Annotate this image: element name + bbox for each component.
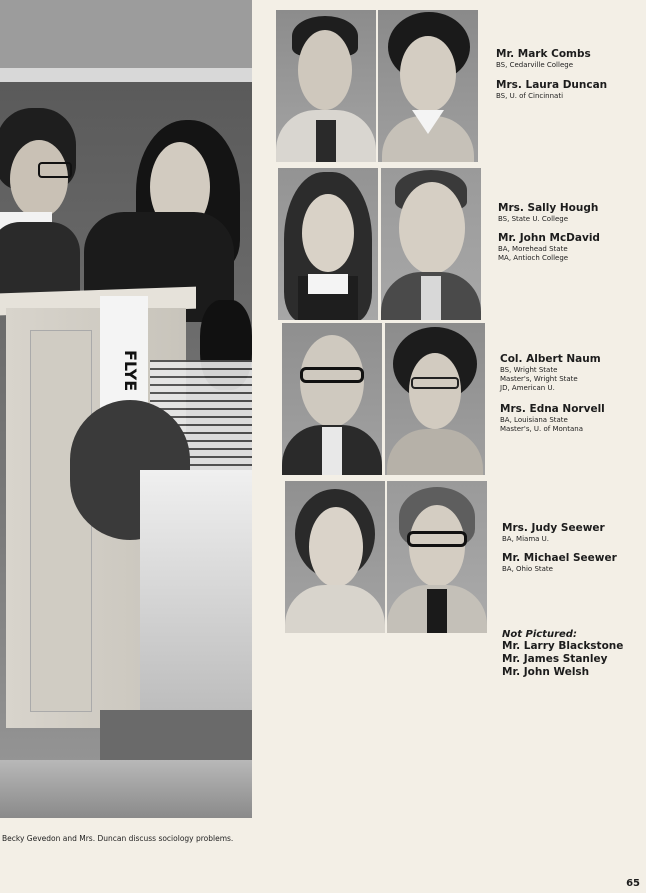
staff-degree: BS, State U. College xyxy=(498,215,569,223)
floor xyxy=(0,760,252,818)
portrait-edna-norvell xyxy=(385,323,485,475)
staff-degree: BS, Wright State xyxy=(500,366,558,374)
classroom-photo xyxy=(0,0,252,818)
staff-name: Mrs. Sally Hough xyxy=(498,202,599,214)
lectern-panel xyxy=(30,330,92,712)
staff-degree: BA, Miama U. xyxy=(502,535,549,543)
staff-entry-sally-hough xyxy=(498,202,598,224)
staff-entry-john-mcdavid xyxy=(498,232,600,263)
photo-caption: Becky Gevedon and Mrs. Duncan discuss sociology problems. xyxy=(2,834,234,843)
staff-entry-albert-naum xyxy=(500,353,601,393)
pennant-text: FLYE xyxy=(121,350,140,392)
staff-name: Mr. Michael Seewer xyxy=(502,552,617,564)
staff-name: Mrs. Edna Norvell xyxy=(500,403,605,415)
not-pictured-name: Mr. John Welsh xyxy=(502,666,590,678)
staff-entry-laura-duncan xyxy=(496,79,607,101)
portrait-mark-combs xyxy=(276,10,376,162)
portrait-michael-seewer xyxy=(387,481,487,633)
portrait-judy-seewer xyxy=(285,481,385,633)
staff-name: Col. Albert Naum xyxy=(500,353,601,365)
staff-entry-edna-norvell xyxy=(500,403,605,434)
teacher-glasses xyxy=(38,162,72,178)
staff-name: Mrs. Judy Seewer xyxy=(502,522,605,534)
staff-entry-judy-seewer xyxy=(502,522,605,544)
staff-degree: JD, American U. xyxy=(500,384,555,392)
staff-degree: Master's, Wright State xyxy=(500,375,578,383)
staff-name: Mrs. Laura Duncan xyxy=(496,79,608,91)
not-pictured-name: Mr. Larry Blackstone xyxy=(502,640,624,652)
page-number: 65 xyxy=(626,878,640,889)
staff-name: Mr. Mark Combs xyxy=(496,48,591,60)
not-pictured-heading: Not Pictured: xyxy=(502,629,577,640)
teacher-face xyxy=(10,140,68,218)
staff-degree: BA, Ohio State xyxy=(502,565,553,573)
not-pictured-name: Mr. James Stanley xyxy=(502,653,608,665)
staff-name: Mr. John McDavid xyxy=(498,232,600,244)
staff-degree: BA, Louisiana State xyxy=(500,416,568,424)
portrait-sally-hough xyxy=(278,168,378,320)
staff-degree: Master's, U. of Montana xyxy=(500,425,583,433)
staff-entry-michael-seewer xyxy=(502,552,617,574)
staff-degree: BA, Morehead State xyxy=(498,245,568,253)
staff-degree: MA, Antioch College xyxy=(498,254,569,262)
foreground-body xyxy=(140,470,252,710)
portrait-john-mcdavid xyxy=(381,168,481,320)
chalkboard-ledge xyxy=(0,68,252,82)
staff-degree: BS, U. of Cincinnati xyxy=(496,92,564,100)
staff-degree: BS, Cedarville College xyxy=(496,61,574,69)
portrait-laura-duncan xyxy=(378,10,478,162)
chalkboard xyxy=(0,0,252,70)
portrait-albert-naum xyxy=(282,323,382,475)
staff-entry-mark-combs xyxy=(496,48,591,70)
not-pictured-list xyxy=(502,629,623,679)
